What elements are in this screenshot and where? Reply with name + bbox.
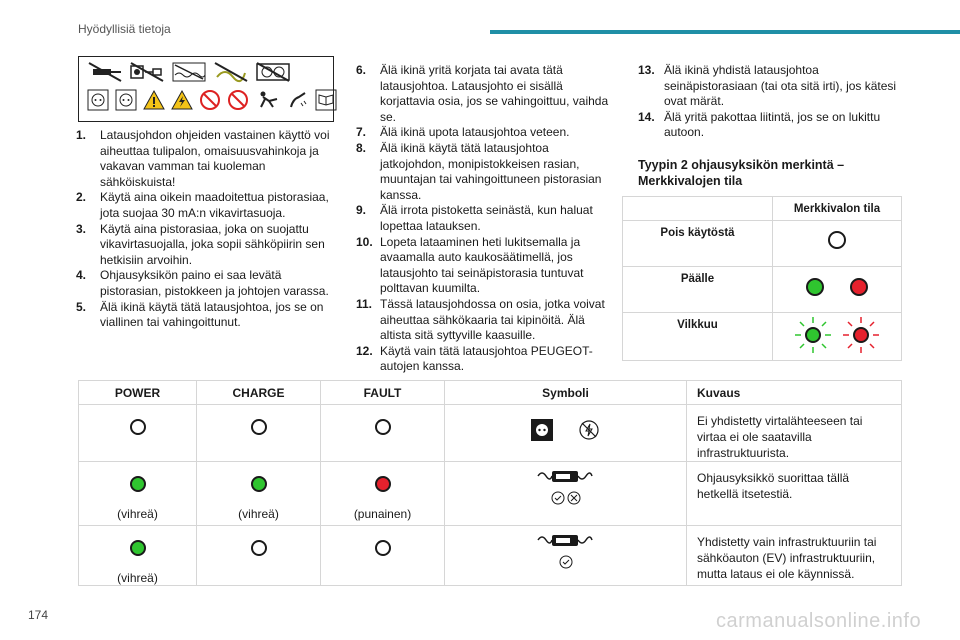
safety-list-1 xyxy=(76,128,338,331)
table-row xyxy=(79,526,902,586)
lamp-red-blink-icon xyxy=(839,313,883,357)
list-item: 10. Lopeta lataaminen heti lukitsemalla ja avaamalla auto kaukosäätimellä, jos latausjohto tai seinäpistorasia tuntuvat polttavan kuumilta. xyxy=(356,234,584,296)
cable-control-box-icon xyxy=(536,532,596,572)
lamp-red-icon xyxy=(839,267,879,309)
table-cell xyxy=(445,405,687,462)
table-cell xyxy=(79,405,197,462)
no-water-icon xyxy=(171,61,207,83)
no-fire-icon xyxy=(199,89,221,111)
lamp-off-icon xyxy=(130,419,146,435)
list-item: 8. Älä ikinä käytä tätä latausjohtoa jatkojohdon, monipistokkeisen rasian, muuntajan tai vahingoittuneen pistorasian kanssa. xyxy=(356,140,602,202)
no-spark-icon xyxy=(213,61,249,83)
table-cell: (punainen) xyxy=(321,462,445,526)
watermark: carmanualsonline.info xyxy=(716,610,922,632)
list-item: 2. Käytä aina oikein maadoitettua pistorasiaa, jota suojaa 30 mA:n vikavirtasuoja. xyxy=(76,190,329,220)
table-header-cell: POWER xyxy=(79,381,197,405)
lamp-off-icon xyxy=(375,419,391,435)
lamp-off-icon xyxy=(251,419,267,435)
header-accent-bar xyxy=(490,30,960,34)
page-number: 174 xyxy=(28,608,49,622)
lamp-green-icon xyxy=(251,476,267,492)
no-power-icon xyxy=(578,419,600,441)
section-title: Tyypin 2 ohjausyksikön merkintä – Merkkivalojen tila xyxy=(638,157,845,188)
table-cell: (vihreä) xyxy=(79,462,197,526)
socket-icon xyxy=(87,89,109,111)
table-cell xyxy=(773,221,902,267)
power-plug-icon xyxy=(531,419,553,441)
read-manual-icon xyxy=(315,89,337,111)
table-cell xyxy=(321,526,445,586)
trip-hazard-icon xyxy=(255,89,281,111)
table-cell: Vilkkuu xyxy=(623,313,773,361)
wet-hands-icon xyxy=(287,89,309,111)
table-cell: (vihreä) xyxy=(79,526,197,586)
table-row xyxy=(79,462,902,526)
safety-list-2 xyxy=(356,63,614,375)
table-cell xyxy=(197,405,321,462)
no-extension-cable-icon xyxy=(87,61,123,83)
list-item: 4. Ohjausyksikön paino ei saa levätä pistorasian, pistokkeen ja johtojen varassa. xyxy=(76,268,329,298)
lamp-red-icon xyxy=(375,476,391,492)
lamp-green-icon xyxy=(130,476,146,492)
list-item: 12. Käytä vain tätä latausjohtoa PEUGEOT-autojen kanssa. xyxy=(356,343,593,374)
socket-icon xyxy=(115,89,137,111)
table-cell: Päälle xyxy=(623,267,773,313)
lamp-green-blink-icon xyxy=(791,313,835,357)
list-item: 9. Älä irrota pistoketta seinästä, kun haluat lopettaa latauksen. xyxy=(356,203,593,233)
table-cell: (vihreä) xyxy=(197,462,321,526)
status-table xyxy=(78,380,902,586)
table-cell xyxy=(773,267,902,313)
table-cell: Ohjausyksikkö suorittaa tällä hetkellä itsetestiä. xyxy=(687,462,902,526)
list-item: 11. Tässä latausjohdossa on osia, jotka voivat aiheuttaa sähkökaaria tai kipinöitä. Älä altista sitä syttyville kaasuille. xyxy=(356,296,605,343)
indicator-lights-table xyxy=(622,196,902,361)
table-cell xyxy=(445,462,687,526)
no-children-icon xyxy=(227,89,249,111)
table-cell: Yhdistetty vain infrastruktuuriin tai sähköauton (EV) infrastruktuuriin, mutta lataus ei ole käynnissä. xyxy=(687,526,902,586)
list-item: 1. Latausjohdon ohjeiden vastainen käyttö voi aiheuttaa tulipalon, omaisuusvahinkoja ja vakavan vamman tai kuoleman sähköiskuista! xyxy=(76,128,330,189)
table-header-cell: Symboli xyxy=(445,381,687,405)
table-cell: Ei yhdistetty virtalähteeseen tai virtaa ei ole saatavilla infrastruktuurista. xyxy=(687,405,902,462)
list-item: 5. Älä ikinä käytä tätä latausjohtoa, jos se on viallinen tai vahingoittunut. xyxy=(76,299,324,330)
table-cell xyxy=(321,405,445,462)
list-item: 7. Älä ikinä upota latausjohtoa veteen. xyxy=(356,125,570,140)
no-multi-socket-icon xyxy=(129,61,165,83)
list-item: 14. Älä yritä pakottaa liitintä, jos se on lukittu autoon. xyxy=(638,109,881,140)
table-row xyxy=(79,405,902,462)
warning-triangle-icon xyxy=(143,89,165,111)
running-header: Hyödyllisiä tietoja xyxy=(78,22,171,36)
no-adapter-icon xyxy=(255,61,291,83)
table-cell xyxy=(197,526,321,586)
lamp-green-icon xyxy=(795,267,835,309)
lamp-off-icon xyxy=(375,540,391,556)
list-item: 13. Älä ikinä yhdistä latausjohtoa seinäpistorasiaan (tai ota sitä irti), jos kätesi ovat märät. xyxy=(638,63,897,109)
table-cell: Pois käytöstä xyxy=(623,221,773,267)
list-item: 3. Käytä aina pistorasiaa, joka on suojattu vikavirtasuojalla, joka sopii sähköpiirin sen hetkisiin arvoihin. xyxy=(76,221,325,267)
cable-control-box-icon xyxy=(536,468,596,508)
table-cell xyxy=(445,526,687,586)
lamp-off-icon xyxy=(817,221,857,263)
electric-hazard-icon xyxy=(171,89,193,111)
safety-list-3 xyxy=(638,63,904,189)
lamp-green-icon xyxy=(130,540,146,556)
table-cell xyxy=(773,313,902,361)
list-item: 6. Älä ikinä yritä korjata tai avata tätä latausjohtoa. Latausjohto ei sisällä korjattavia osia, jos se vahingoittuu, vaihda se. xyxy=(356,63,609,124)
table-header-cell xyxy=(623,197,773,221)
table-header-cell: Kuvaus xyxy=(687,381,902,405)
warning-label xyxy=(78,56,334,122)
lamp-off-icon xyxy=(251,540,267,556)
table-header-cell: Merkkivalon tila xyxy=(773,197,902,221)
table-header-cell: FAULT xyxy=(321,381,445,405)
table-header-cell: CHARGE xyxy=(197,381,321,405)
